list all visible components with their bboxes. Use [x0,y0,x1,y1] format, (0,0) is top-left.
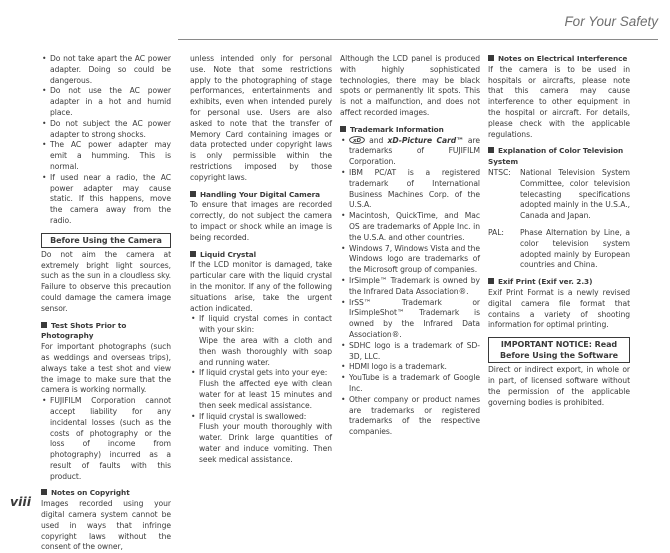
column-2 [190,54,332,465]
exif-print-heading [488,277,630,288]
square-bullet-icon [488,147,494,153]
before-using-body: Do not aim the camera at extremely bright light sources, such as the sun in a cloudless sky. Failure to observe this precaution could damage the camera image sensor. [41,249,171,313]
ac-adapter-list [41,54,171,227]
list-item: • Windows 7, Windows Vista and the Windows logo are trademarks of the Microsoft group of companies. [340,244,480,276]
copyright-body-continued: unless intended only for personal use. Note that some restrictions apply to the photographing of stage performances, entertainments and exhibits, even when intended purely for personal use. Users are also asked to note that the transfer of Memory Card containing images or data protected under copyright laws is only permissible within the restrictions imposed by those copyright laws. [190,54,332,182]
tm-and: and [369,135,384,145]
square-bullet-icon [340,126,346,132]
list-item: • The AC power adapter may emit a humming. This is normal. [41,140,171,172]
square-bullet-icon [488,278,494,284]
list-item: • Do not subject the AC power adapter to strong shocks. [41,119,171,141]
definition-value: National Television System Committee, color television telecasting specifications adopted mainly in the U.S.A., Canada and Japan. [520,167,630,221]
column-1 [41,54,171,553]
list-item: • SDHC logo is a trademark of SD-3D, LLC. [340,341,480,363]
liquid-crystal-body: If the LCD monitor is damaged, take particular care with the liquid crystal in the monitor. If any of the following situations arise, take the urgent action indicated. [190,260,332,313]
list-item-text: Wipe the area with a cloth and then wash thoroughly with soap and running water. [199,335,332,367]
liquid-crystal-heading [190,250,332,261]
before-using-heading: Before Using the Camera [41,233,171,248]
square-bullet-icon [190,251,196,257]
list-item-lead: • If liquid crystal gets into your eye: [199,368,328,378]
list-item [190,314,332,368]
copyright-heading [41,488,171,499]
header-rule [178,39,658,40]
trademark-list [340,136,480,438]
color-tv-heading-text: Explanation of Color Television System [488,146,624,167]
test-shots-list [41,396,171,482]
list-item [340,136,480,168]
electrical-interference-body: If the camera is to be used in hospitals or aircrafts, please note that this camera may cause interference to other equipment in the hospital or aircraft. For details, please check with the applicable regulations. [488,64,630,139]
square-bullet-icon [488,55,494,61]
liquid-crystal-list [190,314,332,465]
page-header-title: For Your Safety [564,14,658,29]
important-notice-body: Direct or indirect export, in whole or in part, of licensed software without the permission of the applicable governing bodies is prohibited. [488,365,630,407]
list-item: • Other company or product names are trademarks or registered trademarks of the respective companies. [340,395,480,438]
list-item-lead: • If liquid crystal is swallowed: [199,411,307,421]
square-bullet-icon [41,322,47,328]
list-item: • Macintosh, QuickTime, and Mac OS are trademarks of Apple Inc. in the U.S.A. and other countries. [340,211,480,243]
tm-first-rest: are trademarks of FUJIFILM Corporation. [349,135,481,167]
definition-key: PAL: [488,227,504,237]
list-item: • If used near a radio, the AC power adapter may cause static. If this happens, move the camera away from the radio. [41,173,171,227]
exif-print-heading-text: Exif Print (Exif ver. 2.3) [498,277,593,287]
liquid-crystal-heading-text: Liquid Crystal [200,249,257,259]
lcd-panel-body: Although the LCD panel is produced with highly sophisticated technologies, there may be black spots or permanently lit spots. This is not a malfunction, and does not affect recorded images. [340,54,480,117]
electrical-interference-heading-text: Notes on Electrical Interference [498,54,628,63]
handling-heading [190,190,332,201]
list-item-lead: • If liquid crystal comes in contact with your skin: [199,314,332,335]
tm-xd-picture-card: xD-Picture Card™ [387,135,464,145]
list-item: • IrSS™ Trademark or IrSimpleShot™ Trademark is owned by the Infrared Data Association®. [340,298,480,341]
list-item: • IrSimple™ Trademark is owned by the Infrared Data Association®. [340,276,480,298]
list-item: • Do not use the AC power adapter in a hot and humid place. [41,86,171,118]
square-bullet-icon [41,489,47,495]
trademark-heading [340,125,480,136]
trademark-heading-text: Trademark Information [350,124,444,134]
column-3 [340,54,480,438]
square-bullet-icon [190,191,196,197]
list-item: • HDMI logo is a trademark. [340,362,480,373]
color-tv-definitions [488,168,630,271]
copyright-heading-text: Notes on Copyright [51,488,130,498]
list-item: • FUJIFILM Corporation cannot accept liability for any incidental losses (such as the costs of photography or the loss of income from photography) incurred as a result of faults with this product. [41,396,171,482]
definition-value: Phase Alternation by Line, a color television system adopted mainly by European countries and China. [520,227,630,270]
color-tv-heading [488,146,630,168]
definition-row [488,228,630,271]
list-item [190,412,332,466]
svg-text:xD: • xD [352,137,362,144]
list-item-text: Flush your mouth thoroughly with water. Drink large quantities of water and induce vomiting. Then seek medical assistance. [199,422,332,464]
list-item: • IBM PC/AT is a registered trademark of International Business Machines Corp. of the U.S.A. [340,168,480,211]
handling-body: To ensure that images are recorded correctly, do not subject the camera to impact or shock while an image is being recorded. [190,200,332,242]
list-item: • YouTube is a trademark of Google Inc. [340,373,480,395]
copyright-body-start: Images recorded using your digital camera system cannot be used in ways that infringe copyright laws without the consent of the owner, [41,499,171,552]
column-4 [488,54,630,408]
test-shots-body: For important photographs (such as weddings and overseas trips), always take a test shot and view the image to make sure that the camera is working normally. [41,342,171,395]
xd-logo-icon [349,136,365,144]
definition-row [488,168,630,222]
important-notice-heading: IMPORTANT NOTICE: Read Before Using the Software [488,337,630,363]
list-item: • Do not take apart the AC power adapter. Doing so could be dangerous. [41,54,171,86]
page-number: viii [10,494,32,509]
electrical-interference-heading [488,54,630,65]
list-item-text: Flush the affected eye with clean water for at least 15 minutes and then seek medical assistance. [199,379,332,410]
handling-heading-text: Handling Your Digital Camera [200,189,321,199]
definition-key: NTSC: [488,167,511,177]
test-shots-heading-text: Test Shots Prior to Photography [41,320,127,341]
test-shots-heading [41,321,171,343]
exif-print-body: Exif Print Format is a newly revised digital camera file format that contains a variety of shooting information for optimal printing. [488,287,630,330]
list-item [190,368,332,411]
